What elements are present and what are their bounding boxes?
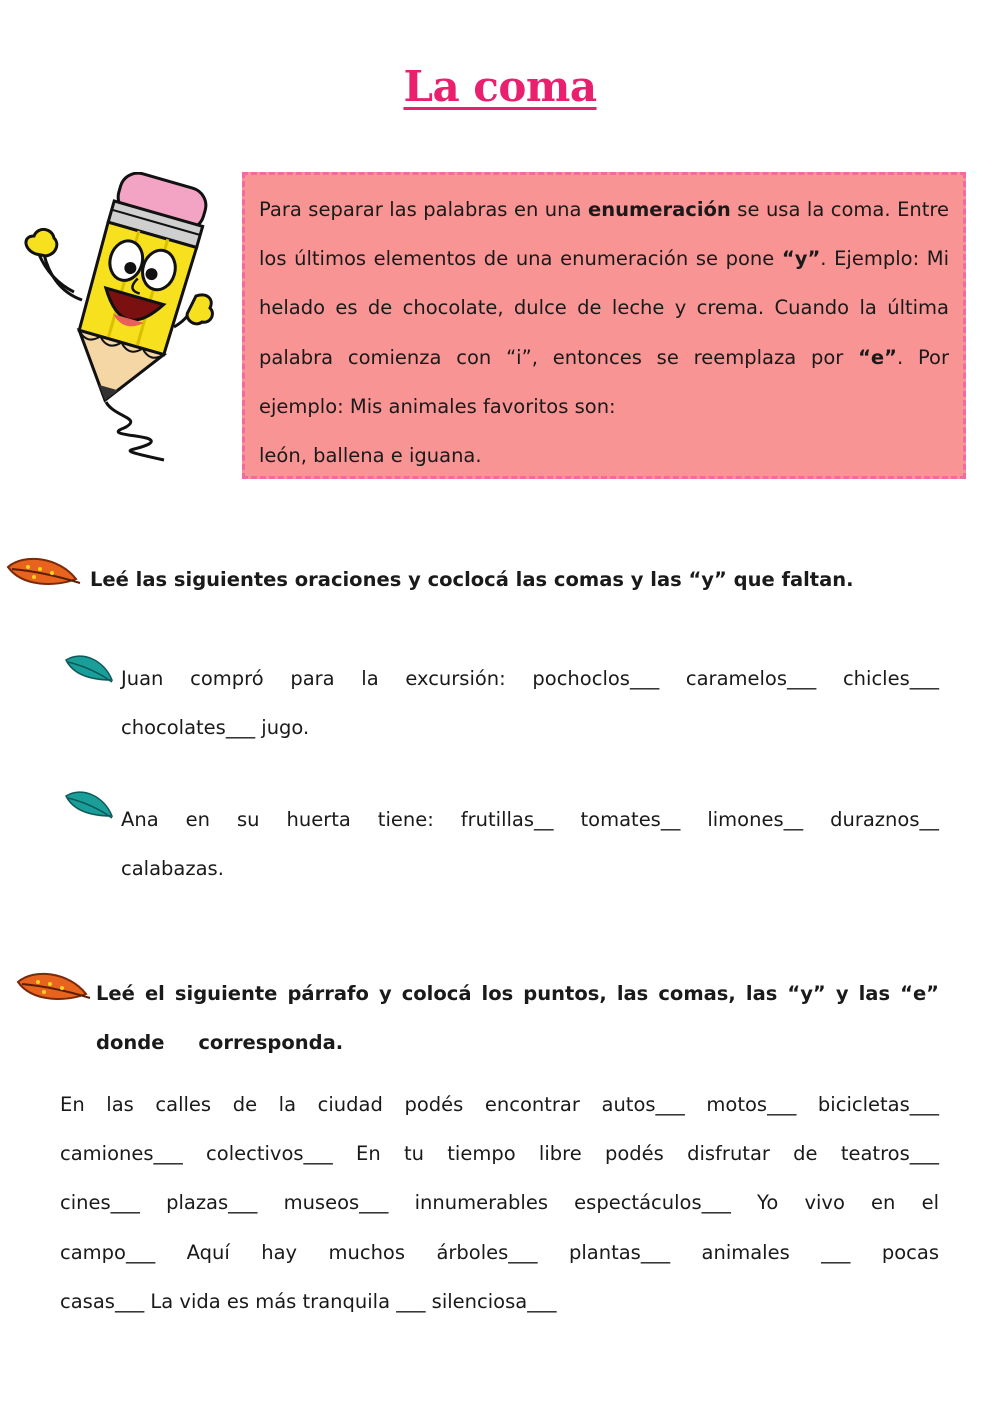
instruction-1: Leé las siguientes oraciones y coclocá las comas y las “y” que faltan. xyxy=(90,568,854,591)
rule-explanation-box: Para separar las palabras en una enumeración se usa la coma. Entre los últimos elementos de una enumeración se pone “y”. Ejemplo: Mi helado es de chocolate, dulce de leche y crema. Cuando la última palabra comienza con “i”, entonces se reemplaza por “e”. Por ejemplo: Mis animales favoritos son: león, ballena e iguana. xyxy=(242,172,966,479)
exercise-1 xyxy=(121,654,939,752)
feather-icon xyxy=(4,553,82,593)
exercise-1-line-1[interactable]: Juan compró para la excursión: pochoclos___ caramelos___ chicles___ xyxy=(121,667,939,690)
instruction-2 xyxy=(96,969,939,1067)
feather-icon xyxy=(64,652,114,686)
exercise-2 xyxy=(121,795,939,893)
feather-icon xyxy=(64,788,114,822)
paragraph-line-2[interactable]: camiones___ colectivos___ En tu tiempo libre podés disfrutar de teatros___ xyxy=(60,1142,939,1166)
feather-icon xyxy=(14,968,92,1008)
rule-keyword: enumeración xyxy=(587,198,731,221)
paragraph-line-4[interactable]: campo___ Aquí hay muchos árboles___ plantas___ animales ___ pocas xyxy=(60,1240,939,1264)
instruction-2-line-1: Leé el siguiente párrafo y colocá los puntos, las comas, las “y” y las “e” xyxy=(96,982,939,1005)
paragraph-line-3[interactable]: cines___ plazas___ museos___ innumerables espectáculos___ Yo vivo en el xyxy=(60,1191,939,1215)
paragraph-line-1[interactable]: En las calles de la ciudad podés encontrar autos___ motos___ bicicletas___ xyxy=(60,1093,939,1116)
instruction-2-line-2: donde corresponda. xyxy=(96,1031,344,1054)
rule-example-end: león, ballena e iguana. xyxy=(259,444,482,468)
rule-text: Para separar las palabras en una xyxy=(259,198,588,221)
exercise-paragraph xyxy=(60,1080,939,1326)
paragraph-line-5[interactable]: casas___ La vida es más tranquila ___ silenciosa___ xyxy=(60,1289,557,1313)
exercise-2-line-1[interactable]: Ana en su huerta tiene: frutillas__ tomates__ limones__ duraznos__ xyxy=(121,808,939,831)
exercise-2-line-2[interactable]: calabazas. xyxy=(121,857,224,880)
exercise-1-line-2[interactable]: chocolates___ jugo. xyxy=(121,716,310,739)
pencil-mascot-icon xyxy=(14,172,214,462)
page-title: La coma xyxy=(403,62,597,111)
